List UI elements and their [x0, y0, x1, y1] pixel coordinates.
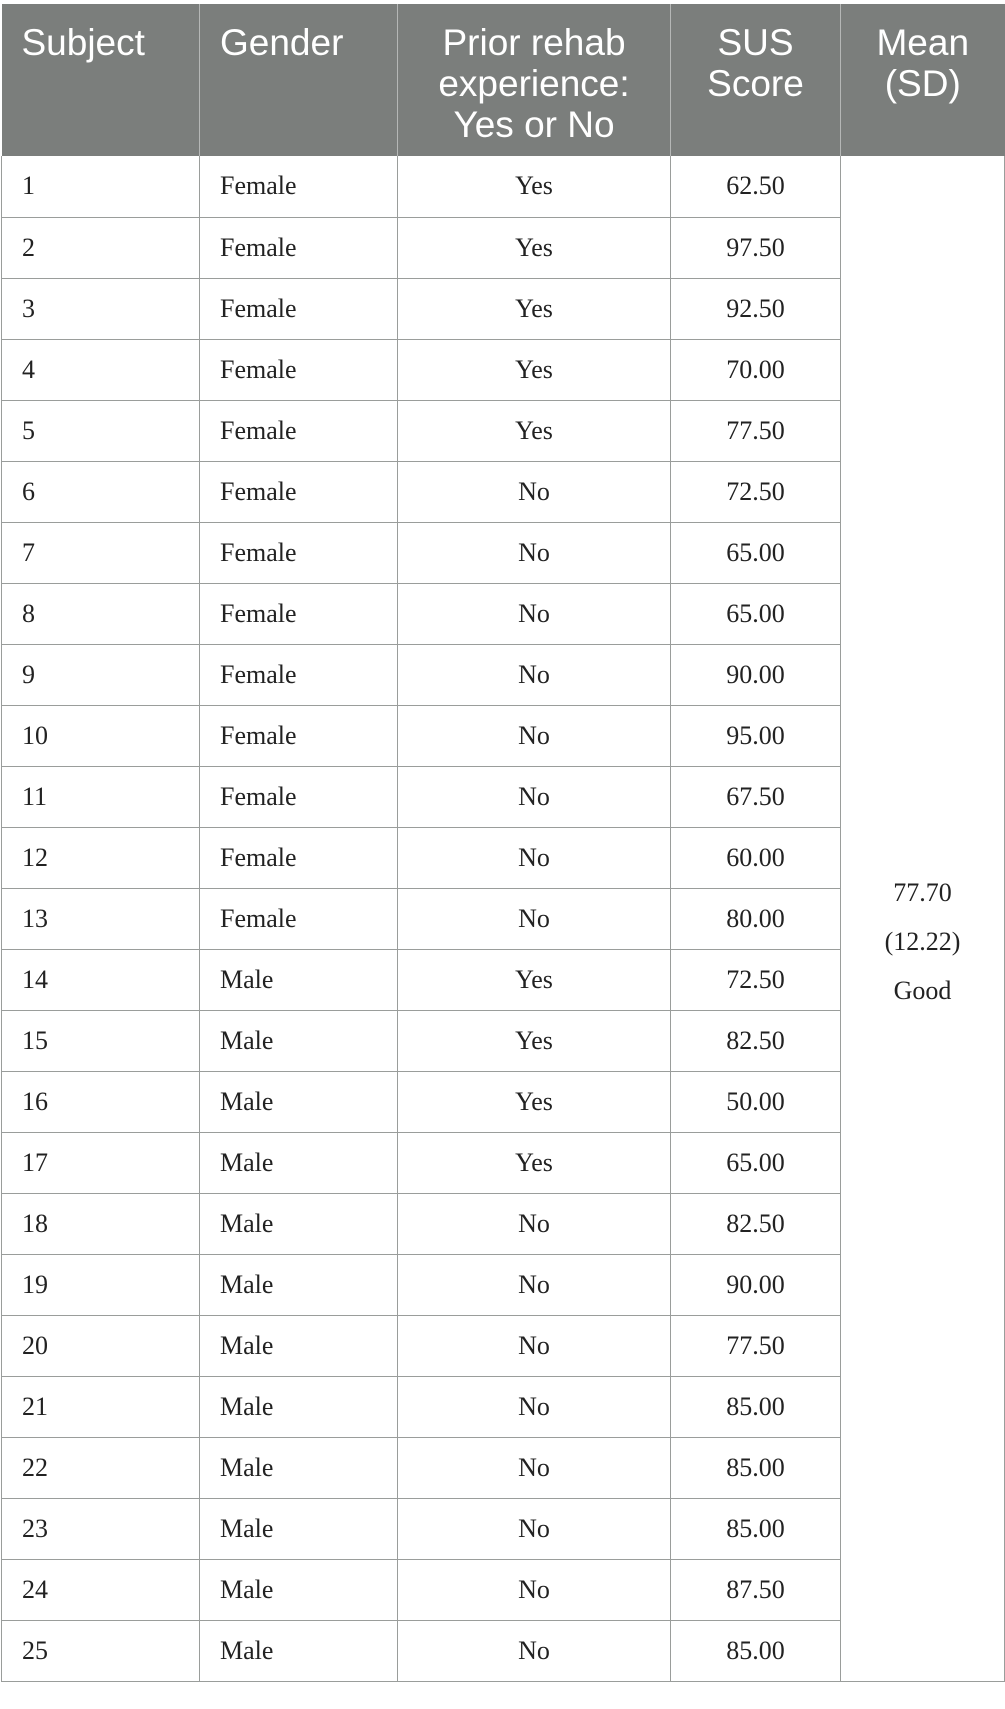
gender-cell: Male — [200, 1620, 398, 1681]
subject-cell: 1 — [2, 156, 200, 217]
gender-cell: Male — [200, 1498, 398, 1559]
sus-score-cell: 90.00 — [671, 1254, 841, 1315]
gender-cell: Male — [200, 1254, 398, 1315]
subject-cell: 9 — [2, 644, 200, 705]
prior-rehab-cell: Yes — [398, 156, 671, 217]
header-subject — [2, 4, 200, 156]
header-mean-sd — [841, 4, 1005, 156]
prior-rehab-cell: No — [398, 888, 671, 949]
subject-cell: 11 — [2, 766, 200, 827]
sus-score-cell: 85.00 — [671, 1437, 841, 1498]
gender-cell: Male — [200, 1437, 398, 1498]
prior-rehab-cell: No — [398, 1254, 671, 1315]
header-prior-line2: experience: — [438, 63, 630, 104]
gender-cell: Female — [200, 522, 398, 583]
prior-rehab-cell: No — [398, 461, 671, 522]
gender-cell: Female — [200, 827, 398, 888]
prior-rehab-cell: No — [398, 705, 671, 766]
prior-rehab-cell: No — [398, 522, 671, 583]
subject-cell: 13 — [2, 888, 200, 949]
gender-cell: Female — [200, 156, 398, 217]
sus-score-cell: 70.00 — [671, 339, 841, 400]
gender-cell: Female — [200, 400, 398, 461]
sus-score-cell: 67.50 — [671, 766, 841, 827]
gender-cell: Female — [200, 888, 398, 949]
subject-cell: 18 — [2, 1193, 200, 1254]
header-sus-score — [671, 4, 841, 156]
prior-rehab-cell: No — [398, 1437, 671, 1498]
gender-cell: Male — [200, 949, 398, 1010]
header-prior-line3: Yes or No — [453, 104, 615, 145]
gender-cell: Male — [200, 1193, 398, 1254]
gender-cell: Female — [200, 461, 398, 522]
subject-cell: 17 — [2, 1132, 200, 1193]
subject-cell: 12 — [2, 827, 200, 888]
subject-cell: 8 — [2, 583, 200, 644]
prior-rehab-cell: No — [398, 1620, 671, 1681]
gender-cell: Female — [200, 766, 398, 827]
sus-score-cell: 65.00 — [671, 583, 841, 644]
gender-cell: Male — [200, 1559, 398, 1620]
summary-rating: Good — [893, 975, 952, 1005]
gender-cell: Male — [200, 1132, 398, 1193]
prior-rehab-cell: No — [398, 1193, 671, 1254]
gender-cell: Female — [200, 217, 398, 278]
sus-score-cell: 90.00 — [671, 644, 841, 705]
header-row — [2, 4, 1005, 156]
gender-cell: Male — [200, 1315, 398, 1376]
subject-cell: 10 — [2, 705, 200, 766]
header-gender-label: Gender — [220, 22, 344, 63]
gender-cell: Female — [200, 339, 398, 400]
sus-score-cell: 60.00 — [671, 827, 841, 888]
header-prior-line1: Prior rehab — [442, 22, 626, 63]
prior-rehab-cell: Yes — [398, 1071, 671, 1132]
sus-score-cell: 85.00 — [671, 1620, 841, 1681]
subject-cell: 20 — [2, 1315, 200, 1376]
prior-rehab-cell: No — [398, 766, 671, 827]
gender-cell: Female — [200, 583, 398, 644]
gender-cell: Female — [200, 705, 398, 766]
header-gender — [200, 4, 398, 156]
subject-cell: 4 — [2, 339, 200, 400]
sus-score-cell: 85.00 — [671, 1498, 841, 1559]
subject-cell: 22 — [2, 1437, 200, 1498]
summary-sd: (12.22) — [884, 926, 961, 956]
sus-score-cell: 97.50 — [671, 217, 841, 278]
prior-rehab-cell: Yes — [398, 1010, 671, 1071]
sus-score-cell: 72.50 — [671, 461, 841, 522]
subject-cell: 23 — [2, 1498, 200, 1559]
sus-score-cell: 72.50 — [671, 949, 841, 1010]
prior-rehab-cell: No — [398, 644, 671, 705]
sus-score-cell: 87.50 — [671, 1559, 841, 1620]
prior-rehab-cell: No — [398, 827, 671, 888]
subject-cell: 24 — [2, 1559, 200, 1620]
subject-cell: 7 — [2, 522, 200, 583]
gender-cell: Female — [200, 644, 398, 705]
table-row — [2, 156, 1005, 217]
header-mean-line1: Mean — [876, 22, 970, 63]
sus-score-cell: 95.00 — [671, 705, 841, 766]
sus-score-cell: 77.50 — [671, 400, 841, 461]
sus-score-cell: 65.00 — [671, 1132, 841, 1193]
header-sus-line1: SUS — [717, 22, 794, 63]
sus-score-cell: 82.50 — [671, 1193, 841, 1254]
gender-cell: Male — [200, 1010, 398, 1071]
subject-cell: 6 — [2, 461, 200, 522]
gender-cell: Male — [200, 1376, 398, 1437]
sus-score-table — [1, 4, 1005, 1682]
subject-cell: 2 — [2, 217, 200, 278]
header-prior-rehab — [398, 4, 671, 156]
subject-cell: 19 — [2, 1254, 200, 1315]
sus-score-cell: 80.00 — [671, 888, 841, 949]
sus-score-cell: 65.00 — [671, 522, 841, 583]
sus-score-cell: 92.50 — [671, 278, 841, 339]
prior-rehab-cell: Yes — [398, 400, 671, 461]
header-subject-label: Subject — [21, 22, 145, 63]
prior-rehab-cell: No — [398, 1498, 671, 1559]
prior-rehab-cell: Yes — [398, 339, 671, 400]
subject-cell: 25 — [2, 1620, 200, 1681]
subject-cell: 14 — [2, 949, 200, 1010]
sus-score-cell: 85.00 — [671, 1376, 841, 1437]
sus-score-cell: 77.50 — [671, 1315, 841, 1376]
header-mean-line2: (SD) — [884, 63, 961, 104]
subject-cell: 15 — [2, 1010, 200, 1071]
header-sus-line2: Score — [707, 63, 804, 104]
prior-rehab-cell: No — [398, 1559, 671, 1620]
sus-score-cell: 50.00 — [671, 1071, 841, 1132]
table-body — [2, 156, 1005, 1681]
subject-cell: 16 — [2, 1071, 200, 1132]
prior-rehab-cell: Yes — [398, 1132, 671, 1193]
prior-rehab-cell: Yes — [398, 217, 671, 278]
gender-cell: Male — [200, 1071, 398, 1132]
subject-cell: 21 — [2, 1376, 200, 1437]
sus-score-cell: 62.50 — [671, 156, 841, 217]
gender-cell: Female — [200, 278, 398, 339]
prior-rehab-cell: Yes — [398, 949, 671, 1010]
table-header — [2, 4, 1005, 156]
sus-score-cell: 82.50 — [671, 1010, 841, 1071]
subject-cell: 3 — [2, 278, 200, 339]
summary-mean: 77.70 — [893, 877, 952, 907]
mean-sd-cell — [841, 156, 1005, 1681]
prior-rehab-cell: No — [398, 1376, 671, 1437]
prior-rehab-cell: Yes — [398, 278, 671, 339]
prior-rehab-cell: No — [398, 1315, 671, 1376]
subject-cell: 5 — [2, 400, 200, 461]
prior-rehab-cell: No — [398, 583, 671, 644]
